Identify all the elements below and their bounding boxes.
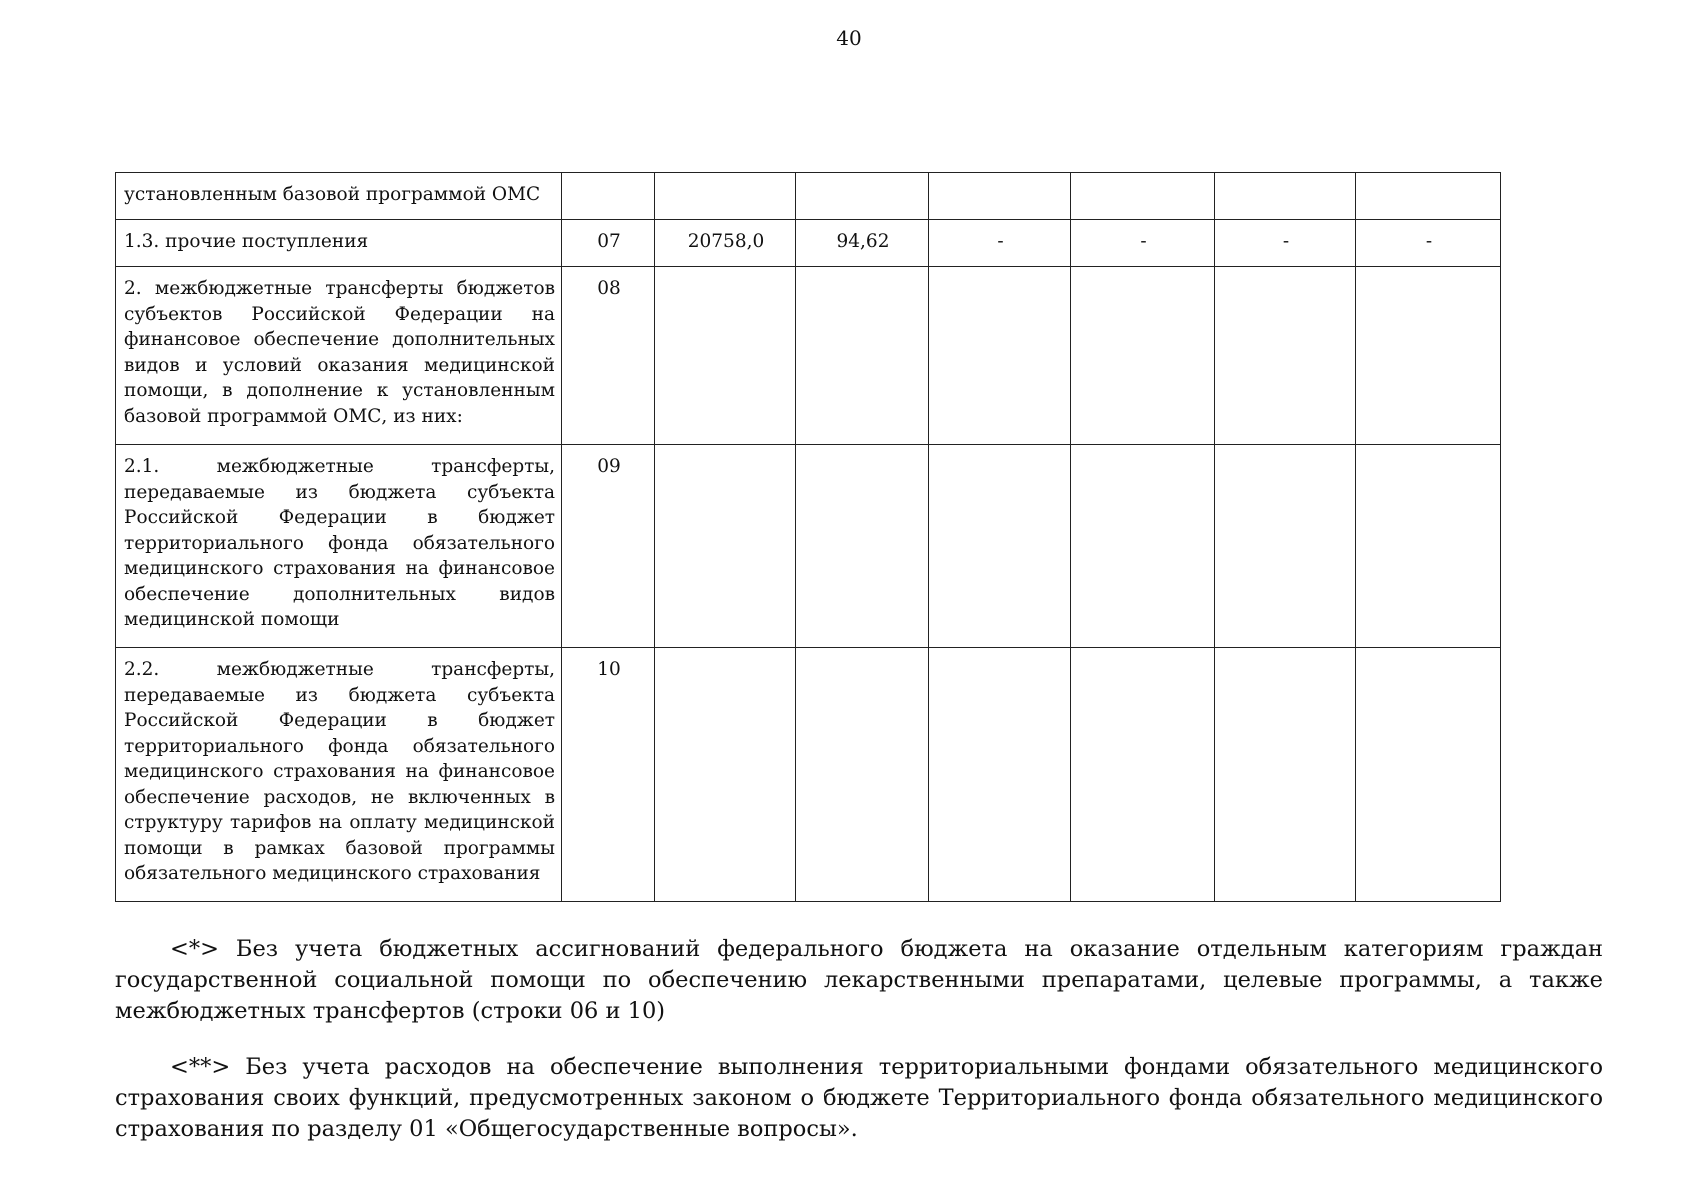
row-value-4: [1071, 173, 1215, 220]
row-value-3: [929, 648, 1071, 902]
financing-table: [115, 172, 1501, 902]
row-description: 2.1. межбюджетные трансферты, передаваемые из бюджета субъекта Российской Федерации в бюджет территориального фонда обязательного медицинского страхования на финансовое обеспечение дополнительных видов медицинской помощи: [116, 445, 562, 648]
row-value-6: [1356, 173, 1501, 220]
row-code: [562, 173, 655, 220]
row-description: 2. межбюджетные трансферты бюджетов субъектов Российской Федерации на финансовое обеспечение дополнительных видов и условий оказания медицинской помощи, в дополнение к установленным базовой программой ОМС, из них:: [116, 267, 562, 445]
row-value-6: [1356, 445, 1501, 648]
row-description: 1.3. прочие поступления: [116, 220, 562, 267]
row-value-5: [1215, 173, 1356, 220]
table-row: [116, 267, 1501, 445]
row-description: 2.2. межбюджетные трансферты, передаваемые из бюджета субъекта Российской Федерации в бюджет территориального фонда обязательного медицинского страхования на финансовое обеспечение расходов, не включенных в структуру тарифов на оплату медицинской помощи в рамках базовой программы обязательного медицинского страхования: [116, 648, 562, 902]
row-value-5: [1215, 445, 1356, 648]
row-value-3: [929, 173, 1071, 220]
row-value-6: [1356, 648, 1501, 902]
row-value-2: [796, 267, 929, 445]
table-row: [116, 648, 1501, 902]
footnote-double-asterisk: <**> Без учета расходов на обеспечение выполнения территориальными фондами обязательного медицинского страхования своих функций, предусмотренных законом о бюджете Территориального фонда обязательного медицинского страхования по разделу 01 «Общегосударственные вопросы».: [115, 1054, 1603, 1142]
row-value-1: [655, 648, 796, 902]
row-value-4: [1071, 445, 1215, 648]
row-value-2: [796, 648, 929, 902]
row-value-1: [655, 445, 796, 648]
row-value-6: [1356, 267, 1501, 445]
row-value-2: [796, 445, 929, 648]
row-value-1: [655, 267, 796, 445]
row-value-2: [796, 173, 929, 220]
table-row: [116, 220, 1501, 267]
row-code: 07: [562, 220, 655, 267]
row-code: 09: [562, 445, 655, 648]
row-value-5: [1215, 267, 1356, 445]
footnote-single-asterisk: <*> Без учета бюджетных ассигнований федерального бюджета на оказание отдельным категориям граждан государственной социальной помощи по обеспечению лекарственными препаратами, целевые программы, а также межбюджетных трансфертов (строки 06 и 10): [115, 936, 1603, 1024]
row-value-1: 20758,0: [655, 220, 796, 267]
row-value-3: [929, 445, 1071, 648]
row-value-4: [1071, 267, 1215, 445]
row-value-4: -: [1071, 220, 1215, 267]
row-value-3: [929, 267, 1071, 445]
row-value-6: -: [1356, 220, 1501, 267]
row-code: 10: [562, 648, 655, 902]
table-row: [116, 173, 1501, 220]
row-value-5: [1215, 648, 1356, 902]
table-row: [116, 445, 1501, 648]
row-description: установленным базовой программой ОМС: [116, 173, 562, 220]
row-value-3: -: [929, 220, 1071, 267]
row-value-1: [655, 173, 796, 220]
row-value-5: -: [1215, 220, 1356, 267]
row-value-2: 94,62: [796, 220, 929, 267]
row-value-4: [1071, 648, 1215, 902]
row-code: 08: [562, 267, 655, 445]
page-number: 40: [836, 26, 862, 50]
